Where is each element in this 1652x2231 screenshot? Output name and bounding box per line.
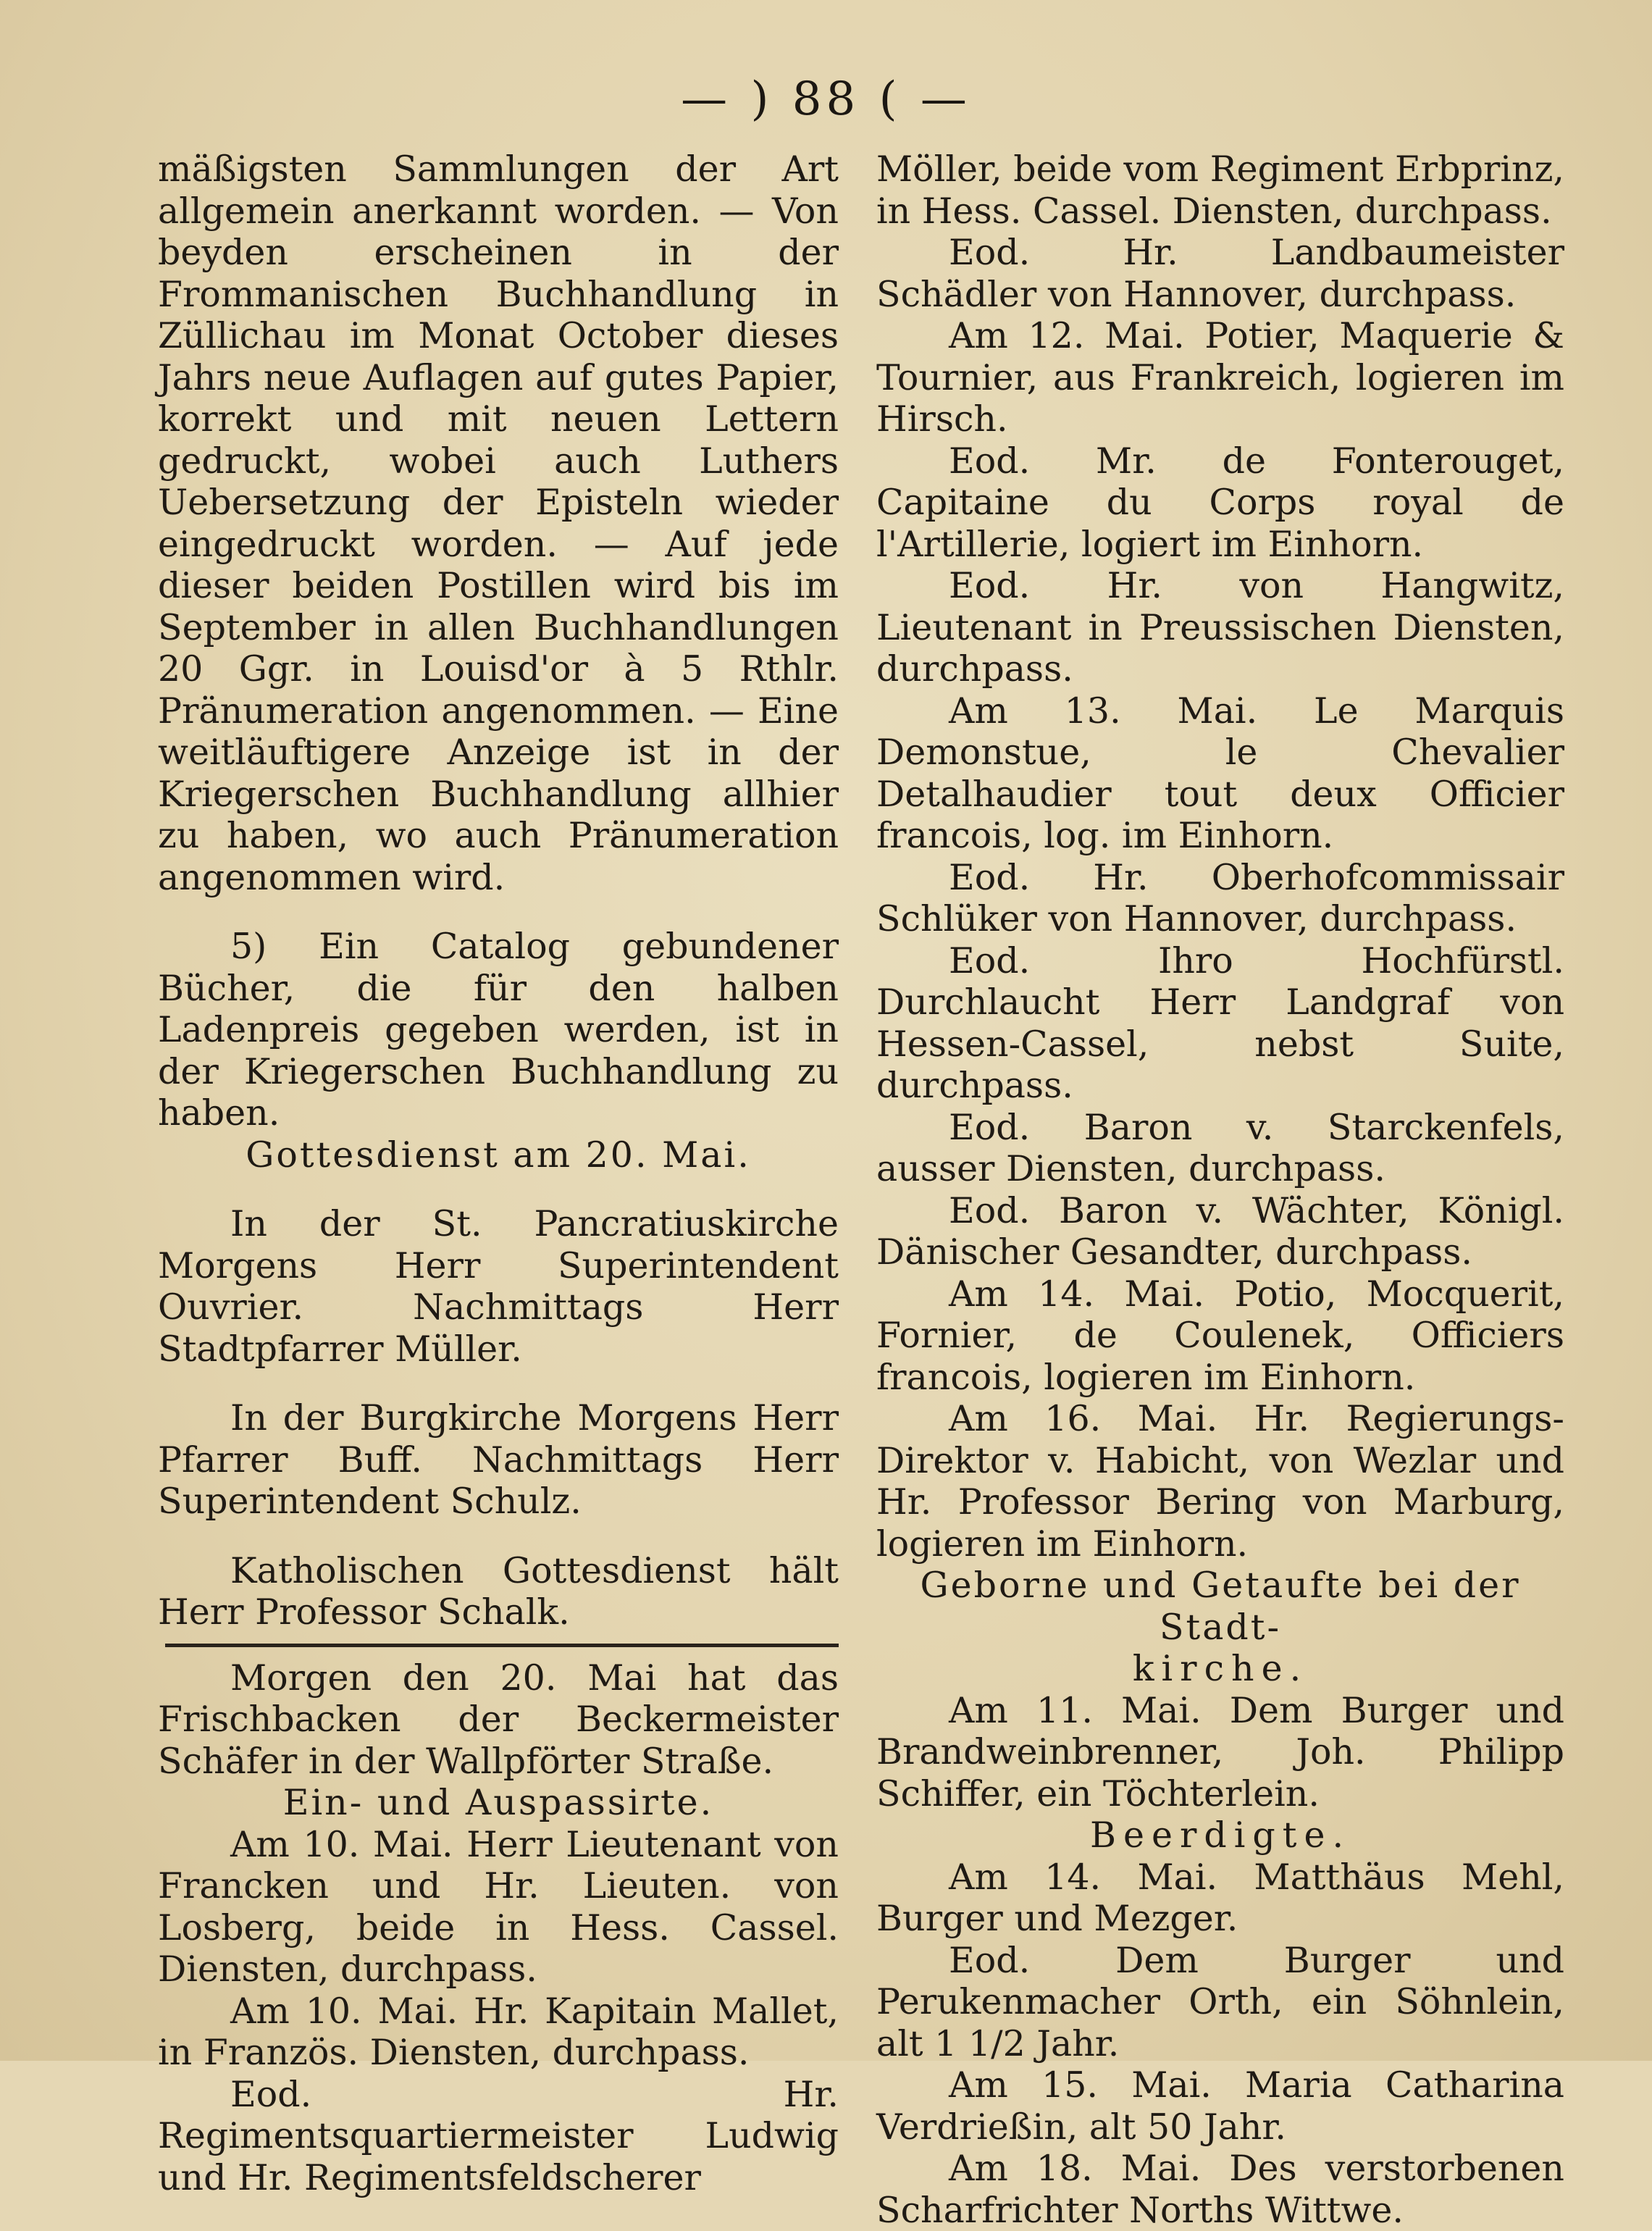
birth-entry: Am 11. Mai. Dem Burger und Brandweinbrenner, Joh. Philipp Schiffer, ein Töchterlein.: [876, 1689, 1564, 1814]
travel-entry: Eod. Hr. Landbaumeister Schädler von Hannover, durchpass.: [876, 232, 1564, 315]
travel-entry: Möller, beide vom Regiment Erbprinz, in Hess. Cassel. Diensten, durchpass.: [876, 148, 1564, 232]
travel-entry: Am 13. Mai. Le Marquis Demonstue, le Chevalier Detalhaudier tout deux Officier francois, log. im Einhorn.: [876, 690, 1564, 856]
page-number: — ) 88 ( —: [681, 72, 971, 126]
travel-entry: Eod. Baron v. Starckenfels, ausser Diensten, durchpass.: [876, 1106, 1564, 1189]
travel-entry: Eod. Hr. Oberhofcommissair Schlüker von Hannover, durchpass.: [876, 856, 1564, 939]
burial-entry: Am 15. Mai. Maria Catharina Verdrießin, alt 50 Jahr.: [876, 2064, 1564, 2148]
divider-rule: [165, 1644, 839, 1647]
births-heading-cont: kirche.: [1132, 1648, 1309, 1689]
travel-entry: Am 12. Mai. Potier, Maquerie & Tournier, aus Frankreich, logieren im Hirsch.: [876, 315, 1564, 440]
travel-entry: Am 16. Mai. Hr. Regierungs-Direktor v. Habicht, von Wezlar und Hr. Professor Bering von Marburg, logieren im Einhorn.: [876, 1398, 1564, 1565]
travel-entry: Am 14. Mai. Potio, Mocquerit, Fornier, de Coulenek, Officiers francois, logieren im Einhorn.: [876, 1273, 1564, 1398]
right-column: [876, 148, 1564, 2231]
burial-entry: Am 18. Mai. Des verstorbenen Scharfrichter Norths Wittwe.: [876, 2148, 1564, 2231]
travel-entry: Eod. Hr. von Hangwitz, Lieutenant in Preussischen Diensten, durchpass.: [876, 565, 1564, 690]
travel-entry: Eod. Ihro Hochfürstl. Durchlaucht Herr Landgraf von Hessen-Cassel, nebst Suite, durchpass.: [876, 939, 1564, 1106]
service-burgkirche: In der Burgkirche Morgens Herr Pfarrer Buff. Nachmittags Herr Superintendent Schulz.: [158, 1397, 839, 1522]
travel-entry: Am 10. Mai. Hr. Kapitain Mallet, in Französ. Diensten, durchpass.: [158, 1990, 839, 2073]
burials-heading: Beerdigte.: [1089, 1814, 1351, 1856]
baker-notice: Morgen den 20. Mai hat das Frischbacken der Beckermeister Schäfer in der Wallpförter Straße.: [158, 1657, 839, 1782]
service-catholic: Katholischen Gottesdienst hält Herr Professor Schalk.: [158, 1549, 839, 1633]
burial-entry: Am 14. Mai. Matthäus Mehl, Burger und Mezger.: [876, 1856, 1564, 1939]
travel-entry: Eod. Hr. Regimentsquartiermeister Ludwig und Hr. Regimentsfeldscherer: [158, 2073, 839, 2198]
burial-entry: Eod. Dem Burger und Perukenmacher Orth, ein Söhnlein, alt 1 1/2 Jahr.: [876, 1939, 1564, 2064]
births-heading: Geborne und Getaufte bei der Stadt-: [920, 1565, 1521, 1648]
service-pancratius: In der St. Pancratiuskirche Morgens Herr Superintendent Ouvrier. Nachmittags Herr Stadtpfarrer Müller.: [158, 1203, 839, 1370]
travel-heading: Ein- und Auspassirte.: [282, 1782, 714, 1823]
left-column: [158, 148, 839, 2198]
travel-entry: Am 10. Mai. Herr Lieutenant von Francken und Hr. Lieuten. von Losberg, beide in Hess. Cassel. Diensten, durchpass.: [158, 1823, 839, 1990]
service-heading: Gottesdienst am 20. Mai.: [246, 1134, 751, 1176]
travel-entry: Eod. Mr. de Fonterouget, Capitaine du Corps royal de l'Artillerie, logiert im Einhorn.: [876, 440, 1564, 565]
intro-paragraph: mäßigsten Sammlungen der Art allgemein anerkannt worden. — Von beyden erscheinen in der Frommanischen Buchhandlung in Züllichau im Monat October dieses Jahrs neue Auflagen auf gutes Papier, korrekt und mit neuen Lettern gedruckt, wobei auch Luthers Uebersetzung der Episteln wieder eingedruckt worden. — Auf jede dieser beiden Postillen wird bis im September in allen Buchhandlungen 20 Ggr. in Louisd'or à 5 Rthlr. Pränumeration angenommen. — Eine weitläuftigere Anzeige ist in der Kriegerschen Buchhandlung allhier zu haben, wo auch Pränumeration angenommen wird.: [158, 148, 839, 898]
travel-entry: Eod. Baron v. Wächter, Königl. Dänischer Gesandter, durchpass.: [876, 1189, 1564, 1273]
catalog-notice: 5) Ein Catalog gebundener Bücher, die für den halben Ladenpreis gegeben werden, ist in der Kriegerschen Buchhandlung zu haben.: [158, 926, 839, 1134]
